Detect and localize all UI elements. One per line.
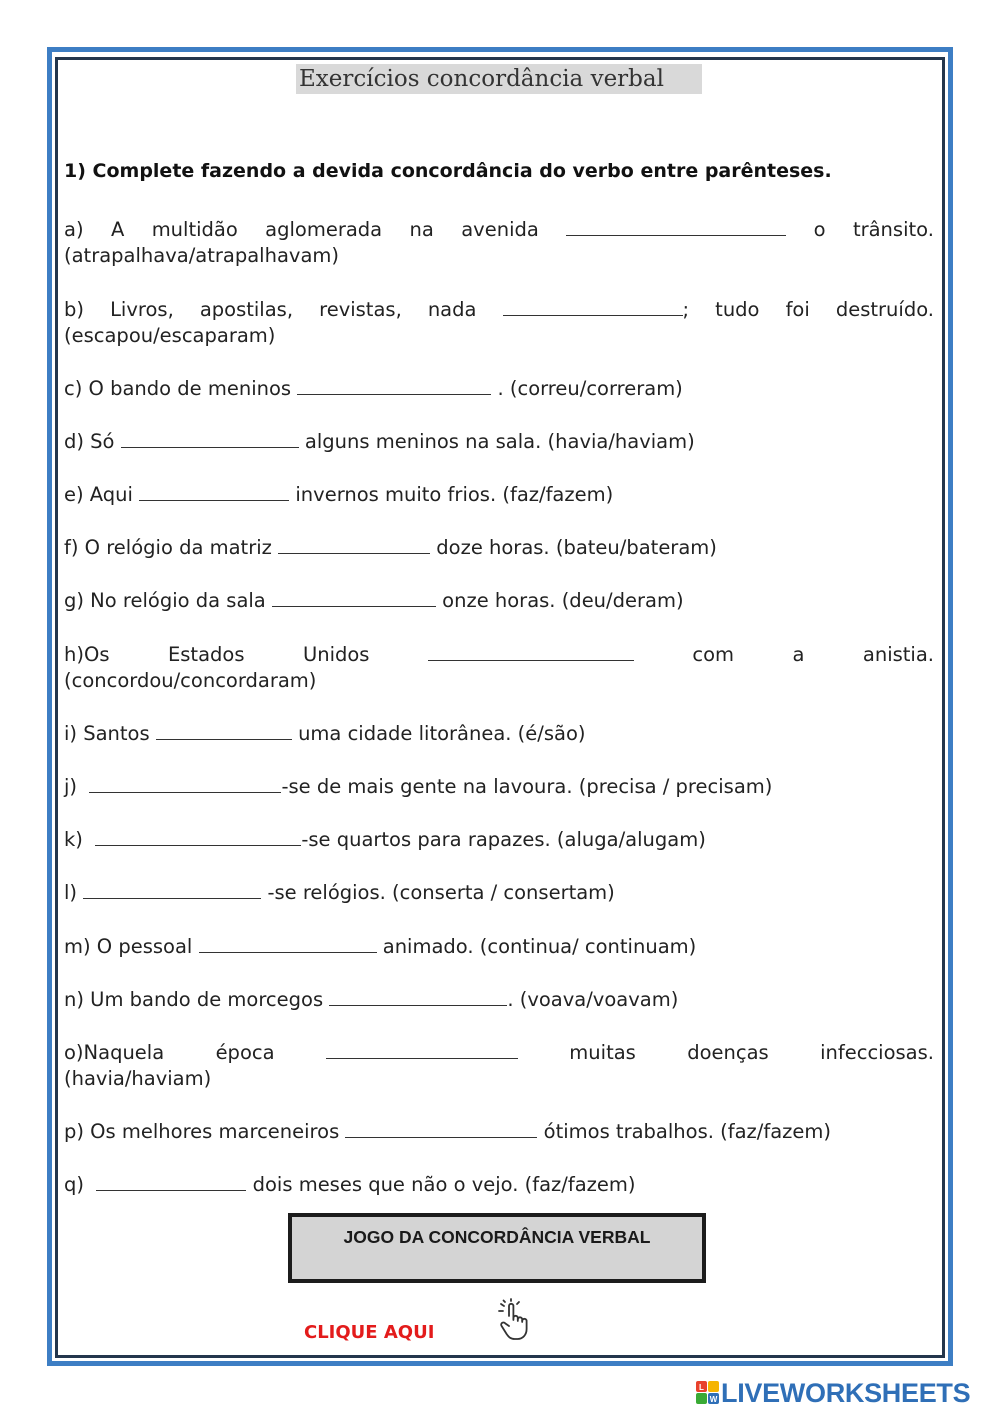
answer-blank-k[interactable] bbox=[95, 827, 301, 846]
answer-blank-p[interactable] bbox=[345, 1119, 537, 1138]
answer-blank-h[interactable] bbox=[428, 642, 634, 661]
answer-blank-c[interactable] bbox=[297, 376, 491, 395]
exercise-item-n: n) Um bando de morcegos . (voava/voavam) bbox=[64, 988, 679, 1011]
exercise-item-o: o)Naquela época muitas doenças infecciosas. (havia/haviam) bbox=[64, 1041, 934, 1090]
page-title: Exercícios concordância verbal bbox=[296, 64, 702, 94]
exercise-item-l: l) -se relógios. (conserta / consertam) bbox=[64, 881, 615, 904]
exercise-item-b: b) Livros, apostilas, revistas, nada ; tudo foi destruído. (escapou/escaparam) bbox=[64, 298, 934, 347]
answer-blank-d[interactable] bbox=[121, 429, 299, 448]
answer-blank-l[interactable] bbox=[83, 880, 261, 899]
exercise-item-f: f) O relógio da matriz doze horas. (bateu/bateram) bbox=[64, 536, 717, 559]
pointer-hand-icon[interactable] bbox=[490, 1298, 536, 1342]
exercise-item-d: d) Só alguns meninos na sala. (havia/haviam) bbox=[64, 430, 695, 453]
exercise-item-q: q) dois meses que não o vejo. (faz/fazem) bbox=[64, 1173, 636, 1196]
exercise-item-j: j) -se de mais gente na lavoura. (precisa / precisam) bbox=[64, 775, 773, 798]
svg-text:W: W bbox=[709, 1395, 718, 1404]
liveworksheets-text: LIVEWORKSHEETS bbox=[721, 1377, 971, 1408]
exercise-item-i: i) Santos uma cidade litorânea. (é/são) bbox=[64, 722, 586, 745]
answer-blank-e[interactable] bbox=[139, 482, 289, 501]
answer-blank-o[interactable] bbox=[326, 1040, 518, 1059]
answer-blank-m[interactable] bbox=[199, 934, 377, 953]
exercise-instruction: 1) Complete fazendo a devida concordância do verbo entre parênteses. bbox=[64, 160, 832, 182]
exercise-item-k: k) -se quartos para rapazes. (aluga/alugam) bbox=[64, 828, 706, 851]
game-link-button[interactable] bbox=[288, 1213, 706, 1283]
svg-text:L: L bbox=[699, 1383, 704, 1392]
answer-blank-n[interactable] bbox=[329, 987, 507, 1006]
exercise-item-m: m) O pessoal animado. (continua/ continuam) bbox=[64, 935, 697, 958]
answer-blank-f[interactable] bbox=[278, 535, 430, 554]
answer-blank-q[interactable] bbox=[96, 1172, 246, 1191]
exercise-item-p: p) Os melhores marceneiros ótimos trabalhos. (faz/fazem) bbox=[64, 1120, 832, 1143]
answer-blank-j[interactable] bbox=[89, 774, 281, 793]
liveworksheets-brand bbox=[696, 1377, 970, 1409]
exercise-item-e: e) Aqui invernos muito frios. (faz/fazem) bbox=[64, 483, 614, 506]
exercise-item-c: c) O bando de meninos . (correu/correram) bbox=[64, 377, 683, 400]
exercise-item-h: h)Os Estados Unidos com a anistia. (concordou/concordaram) bbox=[64, 643, 934, 692]
answer-blank-b[interactable] bbox=[503, 297, 683, 316]
liveworksheets-logo-icon bbox=[696, 1381, 720, 1405]
click-here-link[interactable]: CLIQUE AQUI bbox=[304, 1322, 435, 1343]
exercise-item-a: a) A multidão aglomerada na avenida o trânsito. (atrapalhava/atrapalhavam) bbox=[64, 218, 934, 267]
answer-blank-i[interactable] bbox=[156, 721, 292, 740]
exercise-item-g: g) No relógio da sala onze horas. (deu/deram) bbox=[64, 589, 684, 612]
answer-blank-a[interactable] bbox=[566, 217, 786, 236]
answer-blank-g[interactable] bbox=[272, 588, 436, 607]
game-link-label: JOGO DA CONCORDÂNCIA VERBAL bbox=[343, 1227, 651, 1247]
